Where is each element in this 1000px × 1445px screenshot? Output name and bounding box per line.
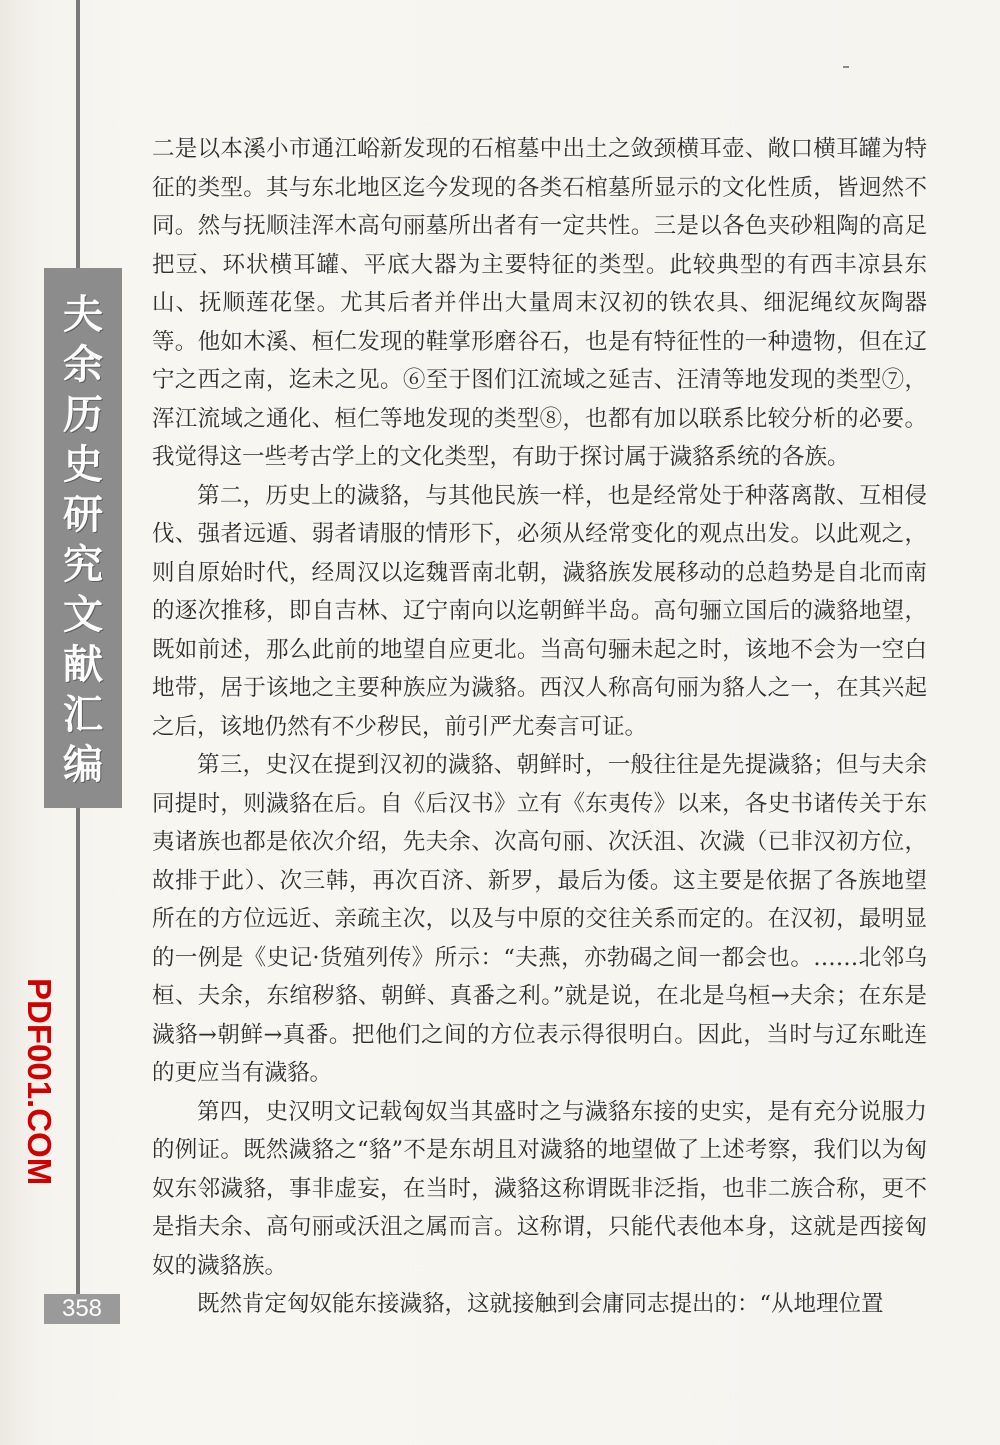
paragraph: 第二，历史上的濊貉，与其他民族一样，也是经常处于种落离散、互相侵伐、强者远遁、弱者请服的情形下，必须从经常变化的观点出发。以此观之，则自原始时代，经周汉以迄魏晋南北朝，濊貉族发展移动的总趋势是自北而南的逐次推移，即自吉林、辽宁南向以迄朝鲜半岛。高句骊立国后的濊貉地望，既如前述，那么此前的地望自应更北。当高句骊未起之时，该地不会为一空白地带，居于该地之主要种族应为濊貉。西汉人称高句丽为貉人之一，在其兴起之后，该地仍然有不少秽民，前引严尤奏言可证。 (152, 482, 927, 740)
series-title-char: 究 (63, 542, 103, 588)
paragraph: 二是以本溪小市通江峪新发现的石棺墓中出土之敛颈横耳壶、敞口横耳罐为特征的类型。其与东北地区迄今发现的各类石棺墓所显示的文化性质，皆迥然不同。然与抚顺洼浑木高句丽墓所出者有一定共性。三是以各色夹砂粗陶的高足把豆、环状横耳罐、平底大器为主要特征的类型。此较典型的有西丰凉县东山、抚顺莲花堡。尤其后者并伴出大量周末汉初的铁农具、细泥绳纹灰陶器等。他如木溪、桓仁发现的鞋掌形磨谷石，也是有特征性的一种遗物，但在辽宁之西之南，迄未之见。⑥至于图们江流域之延吉、汪清等地发现的类型⑦，浑江流域之通化、桓仁等地发现的类型⑧，也都有加以联系比较分析的必要。我觉得这一些考古学上的文化类型，有助于探讨属于濊貉系统的各族。 (152, 136, 927, 470)
page-number: 358 (44, 1294, 120, 1324)
series-title-char: 编 (63, 742, 103, 788)
series-title-char: 历 (63, 392, 103, 438)
series-title-char: 夫 (63, 292, 103, 338)
series-title-char: 余 (63, 342, 103, 388)
series-title-char: 文 (63, 592, 103, 638)
series-title-char: 史 (63, 442, 103, 488)
paragraph: 既然肯定匈奴能东接濊貉，这就接触到会庸同志提出的：“从地理位置 (197, 1291, 884, 1317)
paragraph: 第三，史汉在提到汉初的濊貉、朝鲜时，一般往往是先提濊貉；但与夫余同提时，则濊貉在后。自《后汉书》立有《东夷传》以来，各史书诸传关于东夷诸族也都是依次介绍，先夫余、次高句丽、次沃沮、次濊（已非汉初方位，故排于此）、次三韩，再次百济、新罗，最后为倭。这主要是依据了各族地望所在的方位远近、亲疏主次，以及与中原的交往关系而定的。在汉初，最明显的一例是《史记·货殖列传》所示：“夫燕，亦勃碣之间一都会也。……北邻乌桓、夫余，东绾秽貉、朝鲜、真番之利。”就是说，在北是乌桓→夫余；在东是濊貉→朝鲜→真番。把他们之间的方位表示得很明白。因此，当时与辽东毗连的更应当有濊貉。 (152, 752, 927, 1086)
series-title-char: 献 (63, 642, 103, 688)
watermark: PDF001.COM (21, 978, 58, 1186)
series-title-char: 汇 (63, 692, 103, 738)
body-text (152, 130, 927, 1324)
speck-mark (843, 66, 849, 68)
paragraph: 第四，史汉明文记载匈奴当其盛时之与濊貉东接的史实，是有充分说服力的例证。既然濊貉之“貉”不是东胡且对濊貉的地望做了上述考察，我们以为匈奴东邻濊貉，事非虚妄，在当时，濊貉这称谓既非泛指，也非二族合称，更不是指夫余、高句丽或沃沮之属而言。这称谓，只能代表他本身，这就是西接匈奴的濊貉族。 (152, 1098, 927, 1279)
series-title-char: 研 (63, 492, 103, 538)
series-title (44, 290, 122, 790)
